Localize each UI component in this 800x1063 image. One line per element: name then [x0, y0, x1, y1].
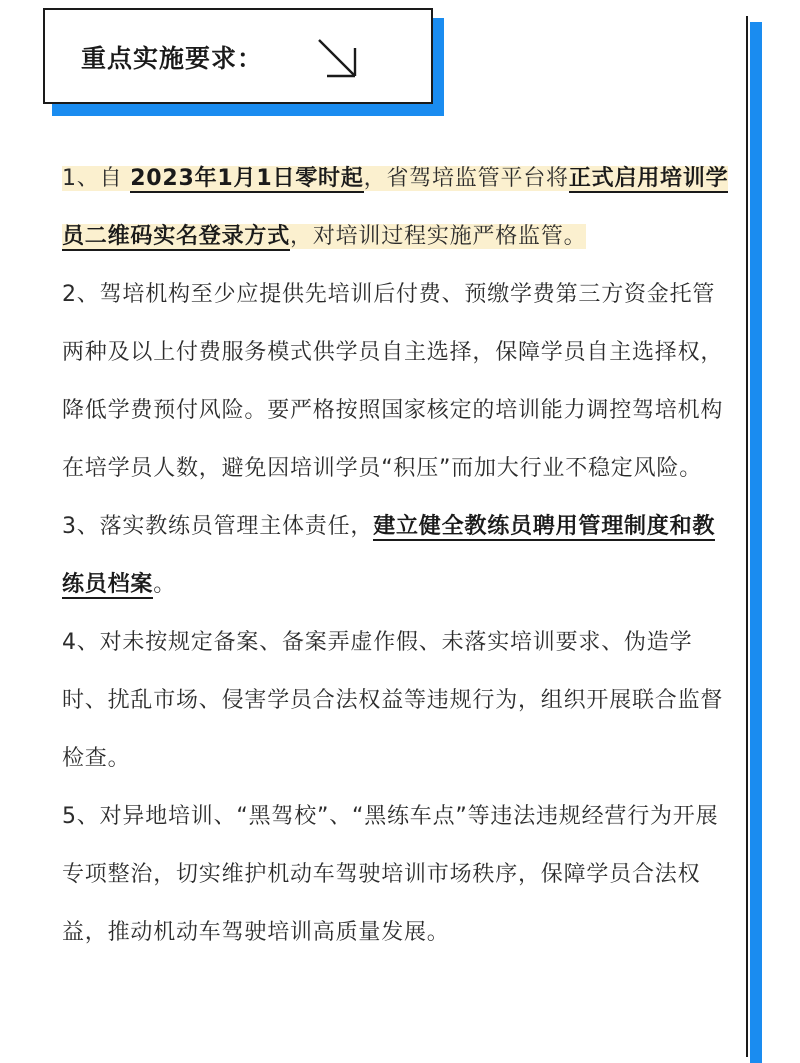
- key-measure: 建立健全教练员聘用管理制度和教练员档案: [62, 514, 716, 597]
- requirements-list: [62, 150, 732, 962]
- item-text: ，省驾培监管平台将: [363, 166, 569, 191]
- list-item-1: [62, 150, 732, 266]
- frame-border: [746, 16, 748, 1057]
- list-item-4: 4、对未按规定备案、备案弄虚作假、未落实培训要求、伪造学时、扰乱市场、侵害学员合法权益等违规行为，组织开展联合监督检查。: [62, 630, 724, 771]
- highlight: [62, 166, 728, 249]
- list-item-5: 5、对异地培训、“黑驾校”、“黑练车点”等违法违规经营行为开展专项整治，切实维护机动车驾驶培训市场秩序，保障学员合法权益，推动机动车驾驶培训高质量发展。: [62, 804, 719, 945]
- frame-accent-bar: [750, 22, 762, 1063]
- item-text: 3、落实教练员管理主体责任，: [62, 514, 374, 539]
- item-text: 1、自: [62, 166, 131, 191]
- item-text: 。: [153, 572, 177, 597]
- key-date: 2023年1月1日零时起: [130, 166, 364, 191]
- header-box: [43, 8, 433, 104]
- section-title: 重点实施要求：: [81, 44, 264, 73]
- item-text: ，对培训过程实施严格监管。: [290, 224, 587, 249]
- arrow-down-right-icon: [315, 36, 359, 80]
- list-item-2: 2、驾培机构至少应提供先培训后付费、预缴学费第三方资金托管两种及以上付费服务模式供学员自主选择，保障学员自主选择权，降低学费预付风险。要严格按照国家核定的培训能力调控驾培机构在培学员人数，避免因培训学员“积压”而加大行业不稳定风险。: [62, 282, 724, 481]
- list-item-3: [62, 498, 732, 614]
- key-measure: 正式启用培训学员二维码实名登录方式: [62, 166, 729, 249]
